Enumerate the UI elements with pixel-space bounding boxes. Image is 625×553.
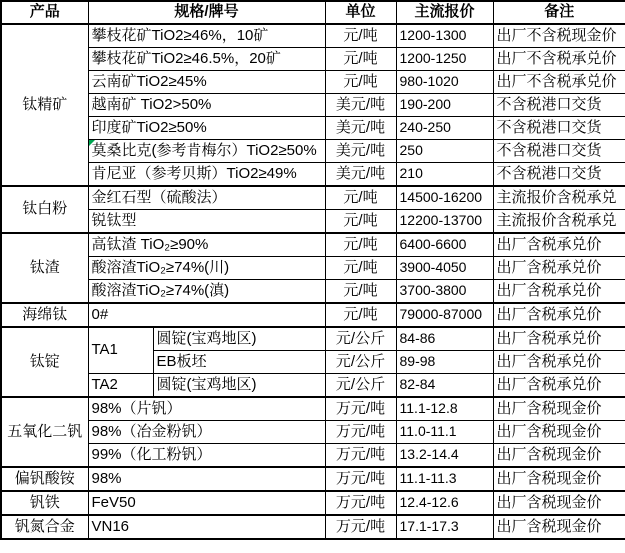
- note-cell: 出厂含税承兑价: [493, 280, 625, 304]
- note-cell: 出厂不含税承兑价: [493, 71, 625, 94]
- note-cell: 出厂含税现金价: [493, 421, 625, 444]
- product-cell: 钛白粉: [1, 186, 88, 233]
- excel-flag-triangle-icon: [89, 140, 95, 146]
- spec-cell: 越南矿 TiO2>50%: [88, 94, 325, 117]
- table-row: [1, 444, 625, 468]
- product-cell: 钛锭: [1, 327, 88, 397]
- note-cell: 出厂不含税现金价: [493, 24, 625, 48]
- header-spec: 规格/牌号: [88, 1, 325, 24]
- spec-cell: 攀枝花矿TiO2≥46%，10矿: [88, 24, 325, 48]
- table-row: [1, 94, 625, 117]
- spec-cell: 高钛渣 TiO₂≥90%: [88, 233, 325, 257]
- spec-cell: 金红石型（硫酸法）: [88, 186, 325, 210]
- price-cell: 12200-13700: [396, 210, 493, 234]
- unit-cell: 美元/吨: [325, 140, 396, 163]
- price-cell: 84-86: [396, 327, 493, 351]
- table-row: [1, 210, 625, 234]
- note-cell: 出厂含税现金价: [493, 444, 625, 468]
- table-row: [1, 48, 625, 71]
- product-cell: 海绵钛: [1, 303, 88, 327]
- price-cell: 11.0-11.1: [396, 421, 493, 444]
- note-cell: 不含税港口交货: [493, 163, 625, 187]
- spec-cell: 印度矿TiO2≥50%: [88, 117, 325, 140]
- table-row: [1, 140, 625, 163]
- unit-cell: 元/吨: [325, 303, 396, 327]
- unit-cell: 万元/吨: [325, 515, 396, 539]
- note-cell: 出厂不含税承兑价: [493, 48, 625, 71]
- spec-cell: 98%（冶金粉钒）: [88, 421, 325, 444]
- unit-cell: 美元/吨: [325, 117, 396, 140]
- spec-cell: 0#: [88, 303, 325, 327]
- note-cell: 出厂含税承兑价: [493, 257, 625, 280]
- table-row: [1, 280, 625, 304]
- note-cell: 出厂含税现金价: [493, 467, 625, 491]
- header-unit: 单位: [325, 1, 396, 24]
- spec-cell: 98%: [88, 467, 325, 491]
- spec-cell: 99%（化工粉钒）: [88, 444, 325, 468]
- note-cell: 主流报价含税承兑: [493, 210, 625, 234]
- unit-cell: 元/公斤: [325, 351, 396, 374]
- spec-cell: 云南矿TiO2≥45%: [88, 71, 325, 94]
- spec-cell: 肯尼亚（参考贝斯）TiO2≥49%: [88, 163, 325, 187]
- unit-cell: 元/公斤: [325, 374, 396, 398]
- spec-cell: 攀枝花矿TiO2≥46.5%，20矿: [88, 48, 325, 71]
- table-row: [1, 24, 625, 48]
- unit-cell: 元/吨: [325, 257, 396, 280]
- unit-cell: 元/吨: [325, 24, 396, 48]
- note-cell: 出厂含税承兑价: [493, 374, 625, 398]
- price-cell: 3900-4050: [396, 257, 493, 280]
- product-cell: 偏钒酸铵: [1, 467, 88, 491]
- unit-cell: 元/吨: [325, 210, 396, 234]
- product-cell: 五氧化二钒: [1, 397, 88, 467]
- price-cell: 980-1020: [396, 71, 493, 94]
- table-row: [1, 257, 625, 280]
- unit-cell: 元/吨: [325, 186, 396, 210]
- note-cell: 出厂含税承兑价: [493, 303, 625, 327]
- note-cell: 出厂含税现金价: [493, 397, 625, 421]
- table-row: [1, 163, 625, 187]
- spec-cell: 圆锭(宝鸡地区): [153, 327, 325, 351]
- table-row: [1, 467, 625, 491]
- spec-cell: VN16: [88, 515, 325, 539]
- spec-cell: 圆锭(宝鸡地区): [153, 374, 325, 398]
- spec-cell: EB板坯: [153, 351, 325, 374]
- price-cell: 3700-3800: [396, 280, 493, 304]
- price-cell: 14500-16200: [396, 186, 493, 210]
- note-cell: 出厂含税承兑价: [493, 351, 625, 374]
- price-cell: 17.1-17.3: [396, 515, 493, 539]
- grade-cell: TA2: [88, 374, 153, 398]
- spec-cell: FeV50: [88, 491, 325, 515]
- unit-cell: 元/吨: [325, 233, 396, 257]
- price-cell: 1200-1300: [396, 24, 493, 48]
- unit-cell: 万元/吨: [325, 467, 396, 491]
- header-note: 备注: [493, 1, 625, 24]
- unit-cell: 美元/吨: [325, 94, 396, 117]
- product-cell: 钒氮合金: [1, 515, 88, 539]
- unit-cell: 美元/吨: [325, 163, 396, 187]
- product-cell: 钛渣: [1, 233, 88, 303]
- price-cell: 11.1-11.3: [396, 467, 493, 491]
- table-row: [1, 397, 625, 421]
- note-cell: 不含税港口交货: [493, 140, 625, 163]
- unit-cell: 元/吨: [325, 280, 396, 304]
- table-row: [1, 374, 625, 398]
- price-cell: 210: [396, 163, 493, 187]
- price-cell: 6400-6600: [396, 233, 493, 257]
- unit-cell: 万元/吨: [325, 444, 396, 468]
- header-row: [1, 1, 625, 24]
- note-cell: 不含税港口交货: [493, 117, 625, 140]
- spec-text: 莫桑比克(参考肯梅尔）TiO2≥50%: [91, 141, 317, 159]
- unit-cell: 元/吨: [325, 71, 396, 94]
- table-row: [1, 117, 625, 140]
- price-cell: 89-98: [396, 351, 493, 374]
- product-cell: 钒铁: [1, 491, 88, 515]
- unit-cell: 万元/吨: [325, 397, 396, 421]
- price-cell: 240-250: [396, 117, 493, 140]
- table-row: [1, 303, 625, 327]
- note-cell: 不含税港口交货: [493, 94, 625, 117]
- unit-cell: 万元/吨: [325, 421, 396, 444]
- header-price: 主流报价: [396, 1, 493, 24]
- spec-cell: 酸溶渣TiO₂≥74%(滇): [88, 280, 325, 304]
- price-cell: 190-200: [396, 94, 493, 117]
- price-cell: 11.1-12.8: [396, 397, 493, 421]
- unit-cell: 万元/吨: [325, 491, 396, 515]
- note-cell: 出厂含税现金价: [493, 515, 625, 539]
- price-cell: 1200-1250: [396, 48, 493, 71]
- price-cell: 79000-87000: [396, 303, 493, 327]
- spec-cell: 98%（片钒）: [88, 397, 325, 421]
- table-row: [1, 71, 625, 94]
- note-cell: 出厂含税承兑价: [493, 233, 625, 257]
- unit-cell: 元/吨: [325, 48, 396, 71]
- price-cell: 12.4-12.6: [396, 491, 493, 515]
- note-cell: 主流报价含税承兑: [493, 186, 625, 210]
- unit-cell: 元/公斤: [325, 327, 396, 351]
- note-cell: 出厂含税现金价: [493, 491, 625, 515]
- table-row: [1, 186, 625, 210]
- price-cell: 13.2-14.4: [396, 444, 493, 468]
- table-row: [1, 515, 625, 539]
- price-cell: 82-84: [396, 374, 493, 398]
- grade-cell: TA1: [88, 327, 153, 374]
- price-cell: 250: [396, 140, 493, 163]
- table-row: [1, 233, 625, 257]
- table-row: [1, 327, 625, 351]
- header-product: 产品: [1, 1, 88, 24]
- table-row: [1, 421, 625, 444]
- product-cell: 钛精矿: [1, 24, 88, 186]
- table-row: [1, 491, 625, 515]
- spec-cell: [88, 140, 325, 163]
- note-cell: 出厂含税承兑价: [493, 327, 625, 351]
- spec-cell: 酸溶渣TiO₂≥74%(川): [88, 257, 325, 280]
- spec-cell: 锐钛型: [88, 210, 325, 234]
